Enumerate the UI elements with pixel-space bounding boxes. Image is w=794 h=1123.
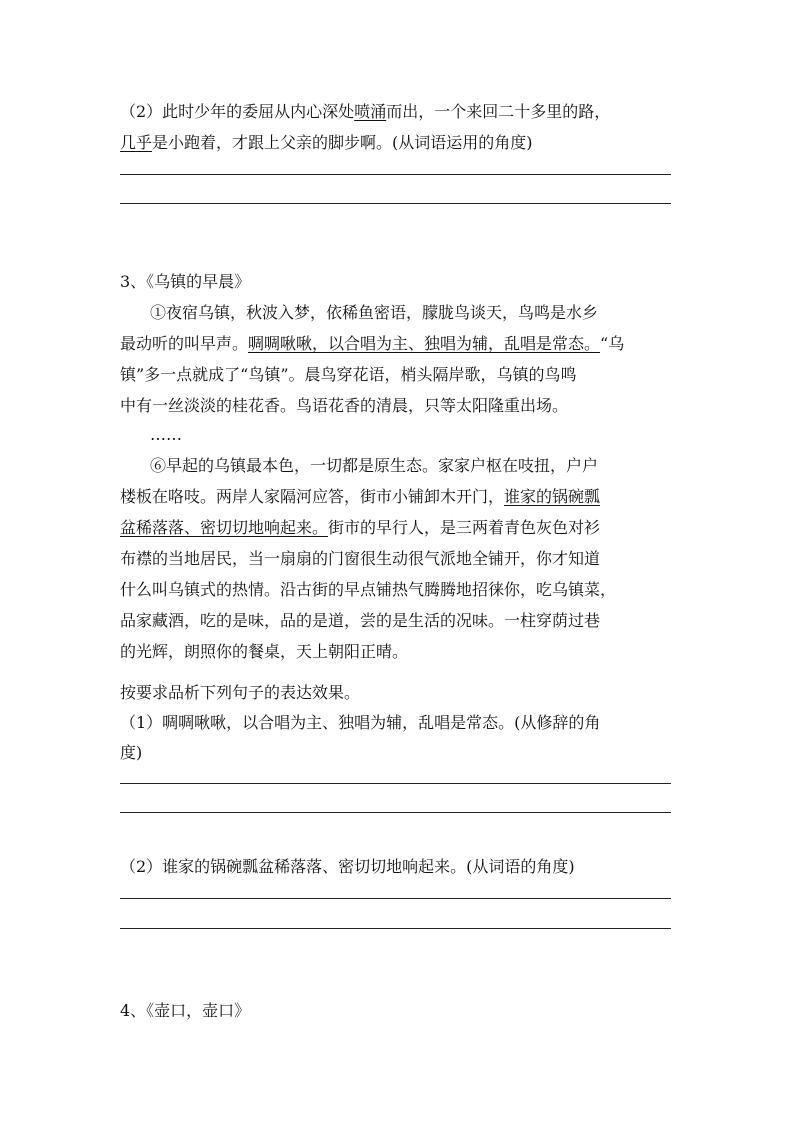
q3-title: 3、《乌镇的早晨》 [120, 272, 251, 291]
q4-title: 4、《壶口，壶口》 [120, 1001, 251, 1020]
q3-p1-line3: 镇”多一点就成了“鸟镇”。晨鸟穿花语，梢头隔岸歌，乌镇的鸟鸣 [120, 365, 577, 384]
answer-line[interactable] [120, 812, 671, 813]
q3-p6-line6: 品家藏酒，吃的是味，品的是道，尝的是生活的况味。一柱穿荫过巷 [120, 611, 601, 630]
q3-p6-line5: 什么叫乌镇式的热情。沿古街的早点铺热气腾腾地招徕你，吃乌镇菜， [120, 580, 617, 599]
q3-p1-line4: 中有一丝淡淡的桂花香。鸟语花香的清晨，只等太阳隆重出场。 [120, 396, 569, 415]
answer-line[interactable] [120, 898, 671, 899]
q3-p6-line2: 楼板在咯吱。两岸人家隔河应答，街市小铺卸木开门，谁家的锅碗瓢 [120, 487, 601, 506]
q3-p6-line4: 布襟的当地居民，当一扇扇的门窗很生动很气派地全铺开，你才知道 [120, 549, 601, 568]
q3-p1-line1: ①夜宿乌镇，秋波入梦，依稀鱼密语，朦胧鸟谈天，鸟鸣是水乡 [150, 303, 599, 322]
q2-sub2-line1: （2）此时少年的委屈从内心深处喷涌而出，一个来回二十多里的路， [120, 102, 611, 121]
q3-sub1-line1: （1）啁啁啾啾，以合唱为主、独唱为辅，乱唱是常态。(从修辞的角 [120, 713, 601, 732]
q3-p6-line7: 的光辉，朗照你的餐桌，天上朝阳正晴。 [120, 642, 409, 661]
answer-line[interactable] [120, 783, 671, 784]
q3-ellipsis: …… [150, 425, 182, 444]
answer-line[interactable] [120, 174, 671, 175]
q3-p6-line1: ⑥早起的乌镇最本色，一切都是原生态。家家户枢在吱扭，户户 [150, 456, 599, 475]
q3-sub2: （2）谁家的锅碗瓢盆稀落落、密切切地响起来。(从词语的角度) [120, 857, 575, 876]
q3-p6-line3: 盆稀落落、密切切地响起来。街市的早行人，是三两着青色灰色对衫 [120, 518, 601, 537]
answer-line[interactable] [120, 203, 671, 204]
q2-sub2-line2: 几乎是小跑着，才跟上父亲的脚步啊。(从词语运用的角度) [120, 133, 533, 152]
q3-sub1-line2: 度) [120, 743, 143, 762]
q3-instruction: 按要求品析下列句子的表达效果。 [120, 683, 361, 702]
q3-p1-line2: 最动听的叫早声。啁啁啾啾，以合唱为主、独唱为辅，乱唱是常态。“乌 [120, 334, 625, 353]
answer-line[interactable] [120, 928, 671, 929]
